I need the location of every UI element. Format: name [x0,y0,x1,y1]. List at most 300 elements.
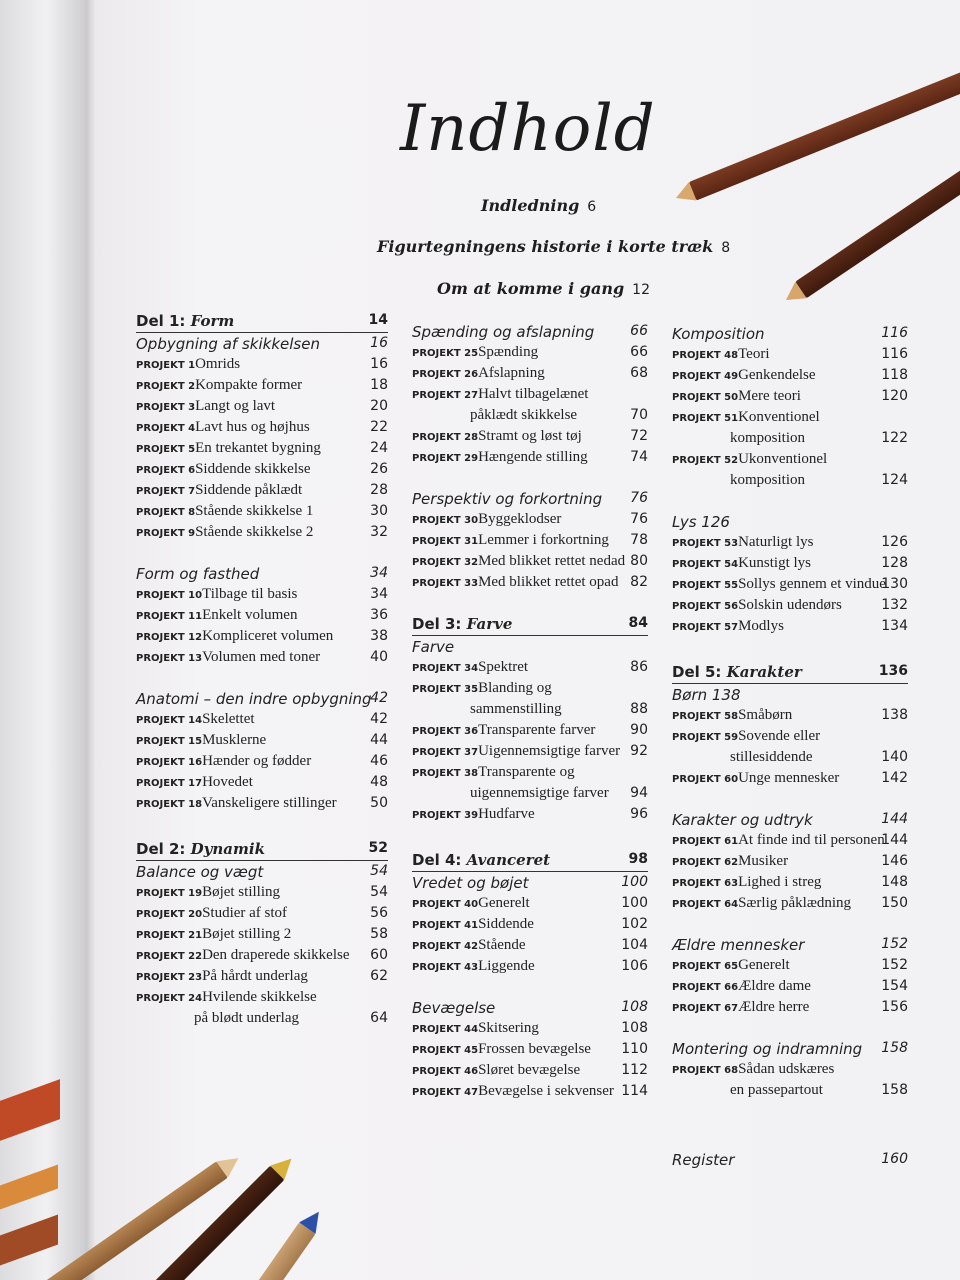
project-title: Transparente og [478,764,575,780]
toc-project-entry[interactable] [412,680,648,701]
toc-project-entry[interactable] [136,774,388,795]
toc-project-entry[interactable] [412,743,648,764]
project-number: PROJEKT 16 [136,757,203,768]
toc-project-entry[interactable] [672,770,908,791]
page-number: 154 [881,978,908,994]
page-number: 112 [621,1062,648,1078]
page-number: 82 [630,574,648,590]
section-title: Register [672,1151,735,1169]
section-title: Lys 126 [672,513,730,531]
toc-section-heading[interactable] [412,323,648,344]
toc-part-heading[interactable] [412,851,648,872]
toc-project-entry[interactable] [412,764,648,785]
toc-project-entry[interactable] [672,409,908,430]
project-title: Volumen med toner [202,649,321,665]
project-title: Vanskeligere stillinger [202,795,337,811]
toc-project-entry[interactable] [412,511,648,532]
project-number: PROJEKT 50 [672,392,739,403]
page-number: 158 [881,1082,908,1098]
page-number: 28 [370,482,388,498]
page-number: 114 [621,1083,648,1099]
project-title: Bøjet stilling [202,884,280,900]
intro-label: Indledning [481,196,580,215]
spacer [136,545,388,565]
project-title: Ukonventionel [738,451,828,467]
project-number: PROJEKT 23 [136,972,203,983]
page-number: 144 [881,832,908,848]
toc-project-entry[interactable] [672,576,908,597]
toc-project-entry[interactable] [136,607,388,628]
page-number: 54 [370,863,388,879]
project-title: Hænder og fødder [202,753,312,769]
toc-project-entry[interactable] [672,388,908,409]
toc-project-entry[interactable] [412,916,648,937]
part-name: Dynamik [190,840,265,858]
toc-entry-continuation[interactable] [672,430,908,451]
project-title-continued: stillesiddende [730,749,813,765]
toc-project-entry[interactable] [412,659,648,680]
toc-project-entry[interactable] [136,968,388,989]
toc-project-entry[interactable] [672,895,908,916]
toc-column-1 [136,312,388,1031]
project-title: Unge mennesker [738,770,840,786]
project-number: PROJEKT 24 [136,993,203,1004]
project-number: PROJEKT 65 [672,961,739,972]
project-title: Musklerne [202,732,267,748]
page-number: 146 [881,853,908,869]
section-title: Balance og vægt [136,863,264,881]
spacer [412,827,648,851]
page-number: 118 [881,367,908,383]
project-number: PROJEKT 20 [136,909,203,920]
project-title-continued: påklædt skikkelse [470,407,578,423]
page-number: 26 [370,461,388,477]
toc-entry-continuation[interactable] [136,1010,388,1031]
project-number: PROJEKT 29 [412,453,479,464]
project-title: Bøjet stilling 2 [202,926,292,942]
toc-project-entry[interactable] [412,937,648,958]
toc-project-entry[interactable] [412,806,648,827]
page-number: 116 [881,325,908,341]
section-title: Ældre mennesker [672,936,805,954]
project-title: Stramt og løst tøj [478,428,582,444]
page-number: 34 [370,565,388,581]
project-number: PROJEKT 5 [136,444,196,455]
project-number: PROJEKT 47 [412,1087,479,1098]
page-number: 104 [621,937,648,953]
intro-page: 8 [721,240,731,256]
toc-project-entry[interactable] [412,1083,648,1104]
toc-project-entry[interactable] [136,356,388,377]
page-number: 88 [630,701,648,717]
page-number: 76 [630,490,648,506]
toc-project-entry[interactable] [136,649,388,670]
page-number: 80 [630,553,648,569]
project-title: Skelettet [202,711,255,727]
project-title: Sovende eller [738,728,821,744]
section-title: Karakter og udtryk [672,811,813,829]
project-title: Mere teori [738,388,801,404]
page-number: 22 [370,419,388,435]
project-title-continued: en passepartout [730,1082,823,1098]
project-title: Lighed i streg [738,874,822,890]
project-title: Spænding [478,344,539,360]
toc-project-entry[interactable] [412,895,648,916]
project-title: Stående [478,937,526,953]
toc-project-entry[interactable] [412,1020,648,1041]
toc-project-entry[interactable] [672,534,908,555]
project-number: PROJEKT 4 [136,423,196,434]
page-number: 108 [621,1020,648,1036]
intro-entry [437,279,650,298]
spacer [672,1020,908,1040]
toc-section-heading[interactable] [672,513,908,534]
project-title: Sådan udskæres [738,1061,835,1077]
project-number: PROJEKT 19 [136,888,203,899]
project-title: Musiker [738,853,789,869]
page-number: 76 [630,511,648,527]
toc-project-entry[interactable] [412,1062,648,1083]
toc-project-entry[interactable] [136,989,388,1010]
toc-project-entry[interactable] [136,628,388,649]
project-title: Enkelt volumen [202,607,298,623]
toc-project-entry[interactable] [136,398,388,419]
project-title: Sløret bevægelse [478,1062,581,1078]
page-number: 70 [630,407,648,423]
project-number: PROJEKT 2 [136,381,196,392]
page-number: 42 [370,711,388,727]
page-number: 58 [370,926,388,942]
toc-entry-continuation[interactable] [412,701,648,722]
project-number: PROJEKT 21 [136,930,203,941]
toc-project-entry[interactable] [672,978,908,999]
page-number: 90 [630,722,648,738]
page-number: 100 [621,895,648,911]
project-title: Generelt [738,957,790,973]
section-title: Perspektiv og forkortning [412,490,603,508]
project-number: PROJEKT 67 [672,1003,739,1014]
project-number: PROJEKT 27 [412,390,479,401]
toc-project-entry[interactable] [136,732,388,753]
toc-project-entry[interactable] [412,449,648,470]
part-name: Karakter [726,663,802,681]
project-number: PROJEKT 30 [412,515,479,526]
project-title: Småbørn [738,707,793,723]
page-number: 92 [630,743,648,759]
project-title: Siddende [478,916,534,932]
project-title: Solskin udendørs [738,597,842,613]
project-title: Med blikket rettet opad [478,574,619,590]
toc-project-entry[interactable] [672,728,908,749]
project-number: PROJEKT 41 [412,920,479,931]
project-number: PROJEKT 13 [136,653,203,664]
section-title: Form og fasthed [136,565,260,583]
page-number: 124 [881,472,908,488]
toc-project-entry[interactable] [136,503,388,524]
toc-section-heading[interactable] [672,325,908,346]
toc-project-entry[interactable] [672,832,908,853]
project-title: Lemmer i forkortning [478,532,609,548]
project-number: PROJEKT 44 [412,1024,479,1035]
spacer [412,595,648,615]
toc-project-entry[interactable] [412,386,648,407]
project-title: Uigennemsigtige farver [478,743,621,759]
toc-part-heading[interactable] [672,663,908,684]
toc-project-entry[interactable] [136,795,388,816]
project-title: Stående skikkelse 2 [195,524,314,540]
project-number: PROJEKT 17 [136,778,203,789]
project-number: PROJEKT 25 [412,348,479,359]
page-number: 86 [630,659,648,675]
project-number: PROJEKT 37 [412,747,479,758]
toc-project-entry[interactable] [672,618,908,639]
page-number: 106 [621,958,648,974]
project-title: At finde ind til personen [738,832,885,848]
project-title: Siddende påklædt [195,482,303,498]
project-title-continued: uigennemsigtige farver [470,785,609,801]
toc-section-heading[interactable] [136,565,388,586]
toc-project-entry[interactable] [136,926,388,947]
page-number: 116 [881,346,908,362]
page-number: 54 [370,884,388,900]
toc-column-2 [412,323,648,1104]
project-number: PROJEKT 42 [412,941,479,952]
project-number: PROJEKT 55 [672,580,739,591]
toc-project-entry[interactable] [672,367,908,388]
toc-project-entry[interactable] [136,377,388,398]
toc-project-entry[interactable] [672,1061,908,1082]
spacer [672,1103,908,1127]
page-number: 142 [881,770,908,786]
section-title: Anatomi – den indre opbygning [136,690,372,708]
toc-part-heading[interactable] [136,312,388,333]
page-number: 16 [370,356,388,372]
spacer [672,493,908,513]
project-number: PROJEKT 46 [412,1066,479,1077]
project-number: PROJEKT 34 [412,663,479,674]
toc-project-entry[interactable] [136,905,388,926]
page-number: 126 [881,534,908,550]
toc-project-entry[interactable] [136,753,388,774]
toc-entry-continuation[interactable] [412,785,648,806]
toc-section-heading[interactable] [672,1040,908,1061]
toc-project-entry[interactable] [136,419,388,440]
project-title: Kompakte former [195,377,303,393]
toc-entry-continuation[interactable] [672,749,908,770]
toc-project-entry[interactable] [412,722,648,743]
project-number: PROJEKT 28 [412,432,479,443]
page-title: Indhold [400,92,656,166]
toc-project-entry[interactable] [672,597,908,618]
page-number: 68 [630,365,648,381]
project-number: PROJEKT 31 [412,536,479,547]
toc-project-entry[interactable] [412,365,648,386]
toc-project-entry[interactable] [412,1041,648,1062]
toc-section-heading[interactable] [412,490,648,511]
toc-part-heading[interactable] [412,615,648,636]
page-number: 98 [628,851,648,867]
project-number: PROJEKT 39 [412,810,479,821]
toc-entry-continuation[interactable] [672,1082,908,1103]
toc-project-entry[interactable] [672,555,908,576]
page-number: 34 [370,586,388,602]
page-number: 48 [370,774,388,790]
intro-entry [481,196,596,215]
project-number: PROJEKT 56 [672,601,739,612]
project-number: PROJEKT 63 [672,878,739,889]
project-title: Skitsering [478,1020,539,1036]
section-title: Vredet og bøjet [412,874,529,892]
intro-label: Figurtegningens historie i korte træk [377,237,714,256]
page-number: 130 [881,576,908,592]
project-title-continued: komposition [730,472,806,488]
project-number: PROJEKT 38 [412,768,479,779]
toc-section-heading[interactable] [136,863,388,884]
project-title: Byggeklodser [478,511,562,527]
section-title: Bevægelse [412,999,496,1017]
page-number: 148 [881,874,908,890]
toc-project-entry[interactable] [136,884,388,905]
project-title: Siddende skikkelse [195,461,311,477]
page-number: 136 [878,663,908,679]
page-number: 78 [630,532,648,548]
page-number: 66 [630,323,648,339]
project-number: PROJEKT 12 [136,632,203,643]
page-number: 120 [881,388,908,404]
toc-project-entry[interactable] [412,574,648,595]
toc-project-entry[interactable] [672,707,908,728]
part-prefix: Del 2: [136,840,191,858]
toc-project-entry[interactable] [672,957,908,978]
toc-section-heading[interactable] [672,936,908,957]
toc-section-heading[interactable] [672,1151,908,1172]
project-title: Ældre herre [738,999,810,1015]
project-title: Transparente farver [478,722,596,738]
project-number: PROJEKT 64 [672,899,739,910]
project-title: Studier af stof [202,905,288,921]
spacer [412,979,648,999]
project-number: PROJEKT 11 [136,611,203,622]
project-number: PROJEKT 33 [412,578,479,589]
project-number: PROJEKT 68 [672,1065,739,1076]
spacer [136,816,388,840]
project-title: Kompliceret volumen [202,628,334,644]
page-number: 122 [881,430,908,446]
project-title: Spektret [478,659,529,675]
page-number: 16 [370,335,388,351]
page-number: 160 [881,1151,908,1167]
toc-project-entry[interactable] [672,999,908,1020]
toc-project-entry[interactable] [136,524,388,545]
project-number: PROJEKT 6 [136,465,196,476]
project-number: PROJEKT 1 [136,360,196,371]
toc-project-entry[interactable] [412,532,648,553]
page-number: 38 [370,628,388,644]
toc-section-heading[interactable] [412,638,648,659]
project-title: Sollys gennem et vindue [738,576,886,592]
page-number: 46 [370,753,388,769]
page-number: 60 [370,947,388,963]
toc-part-heading[interactable] [136,840,388,861]
page-number: 144 [881,811,908,827]
pencil-bottom-3 [242,1206,327,1280]
toc-section-heading[interactable] [136,335,388,356]
section-title: Opbygning af skikkelsen [136,335,320,353]
toc-project-entry[interactable] [672,346,908,367]
toc-project-entry[interactable] [412,553,648,574]
project-number: PROJEKT 7 [136,486,196,497]
project-title: Ældre dame [738,978,811,994]
page-number: 150 [881,895,908,911]
project-title: Særlig påklædning [738,895,851,911]
toc-section-heading[interactable] [672,811,908,832]
part-prefix: Del 4: [412,851,467,869]
project-title: Hængende stilling [478,449,588,465]
project-number: PROJEKT 61 [672,836,739,847]
project-number: PROJEKT 9 [136,528,196,539]
project-title: Frossen bevægelse [478,1041,591,1057]
project-number: PROJEKT 54 [672,559,739,570]
toc-project-entry[interactable] [136,461,388,482]
page-number: 42 [370,690,388,706]
page-number: 102 [621,916,648,932]
spacer [672,791,908,811]
toc-section-heading[interactable] [672,686,908,707]
section-title: Farve [412,638,455,656]
toc-project-entry[interactable] [672,853,908,874]
project-number: PROJEKT 52 [672,455,739,466]
project-title: Lavt hus og højhus [195,419,310,435]
project-number: PROJEKT 53 [672,538,739,549]
toc-project-entry[interactable] [136,586,388,607]
project-title: Omrids [195,356,241,372]
toc-project-entry[interactable] [672,451,908,472]
project-title-continued: på blødt underlag [194,1010,299,1026]
toc-project-entry[interactable] [136,440,388,461]
project-title: Hvilende skikkelse [202,989,317,1005]
toc-project-entry[interactable] [412,428,648,449]
page-number: 64 [370,1010,388,1026]
project-number: PROJEKT 22 [136,951,203,962]
spacer [412,470,648,490]
project-title: Med blikket rettet nedad [478,553,626,569]
toc-section-heading[interactable] [412,999,648,1020]
toc-project-entry[interactable] [136,947,388,968]
page-number: 62 [370,968,388,984]
page-number: 128 [881,555,908,571]
part-name: Form [190,312,235,330]
section-title: Spænding og afslapning [412,323,595,341]
part-name: Farve [466,615,513,633]
toc-entry-continuation[interactable] [412,407,648,428]
intro-label: Om at komme i gang [437,279,625,298]
toc-project-entry[interactable] [136,711,388,732]
part-prefix: Del 1: [136,312,191,330]
toc-section-heading[interactable] [412,874,648,895]
toc-section-heading[interactable] [136,690,388,711]
toc-project-entry[interactable] [412,344,648,365]
toc-project-entry[interactable] [672,874,908,895]
project-title: Blanding og [478,680,552,696]
toc-project-entry[interactable] [412,958,648,979]
toc-entry-continuation[interactable] [672,472,908,493]
section-title: Komposition [672,325,765,343]
project-title: En trekantet bygning [195,440,321,456]
toc-project-entry[interactable] [136,482,388,503]
section-title: Montering og indramning [672,1040,863,1058]
project-number: PROJEKT 15 [136,736,203,747]
page-number: 40 [370,649,388,665]
